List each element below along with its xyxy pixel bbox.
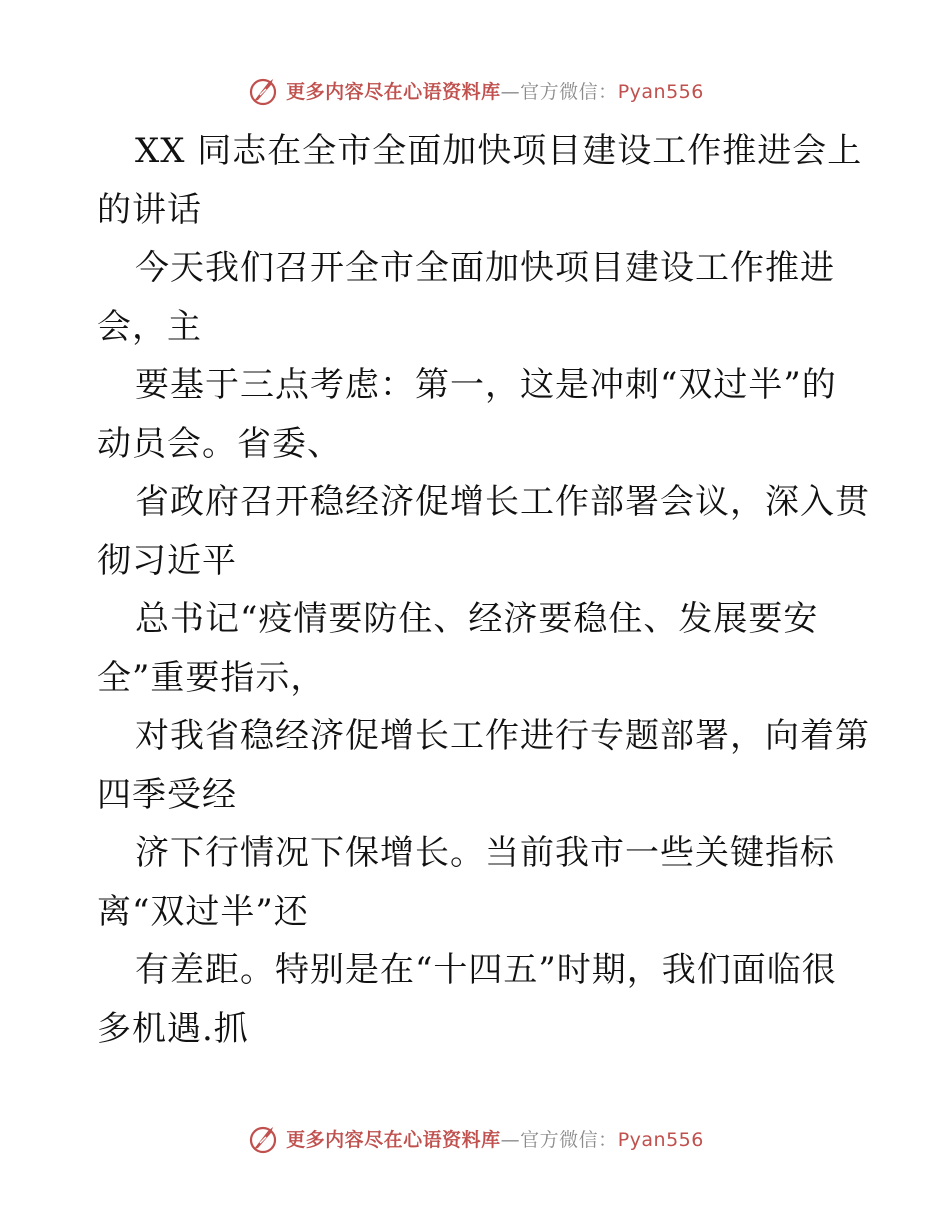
text-line: 有差距。特别是在“十四五”时期，我们面临很 [135, 950, 837, 990]
text-line: XX 同志在全市全面加快项目建设工作推进会上 [135, 131, 863, 171]
text-line: 今天我们召开全市全面加快项目建设工作推进 [135, 248, 835, 288]
banner-site-name: 更多内容尽在心语资料库 [286, 80, 501, 103]
text-line: 的讲话 [97, 189, 202, 230]
document-body [97, 122, 870, 1058]
quill-logo-icon [246, 1121, 280, 1155]
text-line: 济下行情况下保增长。当前我市一些关键指标 [135, 833, 835, 873]
text-line: 省政府召开稳经济促增长工作部署会议，深入贯 [135, 482, 870, 522]
banner-text [286, 1125, 704, 1152]
text-line: 四季受经 [97, 774, 237, 815]
text-line: 总书记“疫情要防住、经济要稳住、发展要安 [135, 599, 819, 639]
banner-wechat-id: Pyan556 [617, 1128, 704, 1151]
banner-site-name: 更多内容尽在心语资料库 [286, 1128, 501, 1151]
banner-dash: — [500, 1128, 521, 1151]
text-line: 多机遇.抓 [97, 1008, 249, 1049]
banner-wechat-label: 官方微信： [520, 80, 618, 103]
text-line: 会，主 [97, 306, 202, 347]
banner-wechat-id: Pyan556 [617, 80, 704, 103]
footer-banner [0, 1118, 950, 1158]
text-line: 彻习近平 [97, 540, 237, 581]
banner-wechat-label: 官方微信： [520, 1128, 618, 1151]
text-line: 要基于三点考虑：第一，这是冲刺“双过半”的 [135, 365, 837, 405]
quill-logo-icon [246, 73, 280, 107]
header-banner [0, 70, 950, 110]
text-line: 对我省稳经济促增长工作进行专题部署，向着第 [135, 716, 870, 756]
banner-dash: — [500, 80, 521, 103]
text-line: 动员会。省委、 [97, 423, 342, 464]
text-line: 全”重要指示， [97, 657, 326, 698]
banner-text [286, 77, 704, 104]
text-line: 离“双过半”还 [97, 891, 309, 932]
